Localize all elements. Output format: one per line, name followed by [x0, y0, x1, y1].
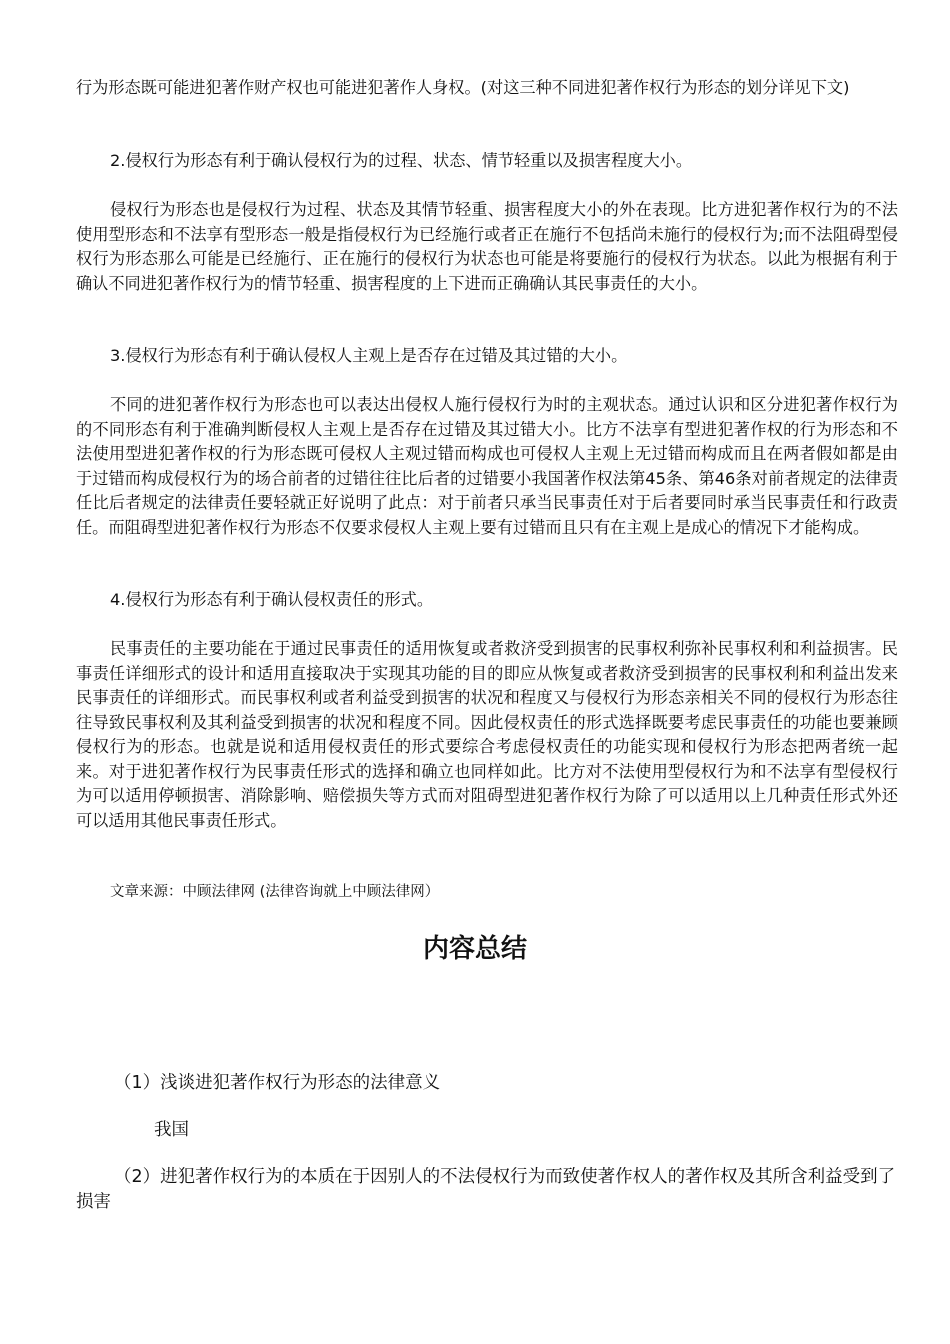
point-3-title: 3.侵权行为形态有利于确认侵权人主观上是否存在过错及其过错的大小。	[110, 346, 628, 365]
summary-heading: 内容总结	[422, 934, 527, 964]
point-4-body: 民事责任的主要功能在于通过民事责任的适用恢复或者救济受到损害的民事权利弥补民事权利和利益损害。民事责任详细形式的设计和适用直接取决于实现其功能的目的即应从恢复或者救济受到损害的民事权利和利益出发来民事责任的详细形式。而民事权利或者利益受到损害的状况和程度又与侵权行为形态亲相关不同的侵权行为形态往往导致民事权利及其利益受到损害的状况和程度不同。因此侵权责任的形式选择既要考虑民事责任的功能也要兼顾侵权行为的形态。也就是说和适用侵权责任的形式要综合考虑侵权责任的功能实现和侵权行为形态把两者统一起来。对于进犯著作权行为民事责任形式的选择和确立也同样如此。比方对不法使用型侵权行为和不法享有型侵权行为可以适用停顿损害、消除影响、赔偿损失等方式而对阻碍型进犯著作权行为除了可以适用以上几种责任形式外还可以适用其他民事责任形式。	[76, 639, 898, 830]
summary-item-2: （2）进犯著作权行为的本质在于因别人的不法侵权行为而致使著作权人的著作权及其所含利益受到了损害	[76, 1167, 896, 1212]
point-4-title: 4.侵权行为形态有利于确认侵权责任的形式。	[110, 590, 434, 609]
summary-item-1-sub: 我国	[154, 1120, 189, 1140]
article-source: 文章来源：中顾法律网 (法律咨询就上中顾法律网）	[110, 884, 440, 900]
intro-paragraph: 行为形态既可能进犯著作财产权也可能进犯著作人身权。(对这三种不同进犯著作权行为形态的划分详见下文)	[76, 78, 850, 97]
point-3-body: 不同的进犯著作权行为形态也可以表达出侵权人施行侵权行为时的主观状态。通过认识和区分进犯著作权行为的不同形态有利于准确判断侵权人主观上是否存在过错及其过错大小。比方不法享有型进犯著作权的行为形态和不法使用型进犯著作权的行为形态既可侵权人主观过错而构成也可侵权人主观上无过错而构成而且在两者假如都是由于过错而构成侵权行为的场合前者的过错往往比后者的过错要小我国著作权法第45条、第46条对前者规定的法律责任比后者规定的法律责任要轻就正好说明了此点：对于前者只承当民事责任对于后者要同时承当民事责任和行政责任。而阻碍型进犯著作权行为形态不仅要求侵权人主观上要有过错而且只有在主观上是成心的情况下才能构成。	[76, 395, 898, 537]
point-2-body: 侵权行为形态也是侵权行为过程、状态及其情节轻重、损害程度大小的外在表现。比方进犯著作权行为的不法使用型形态和不法享有型形态一般是指侵权行为已经施行或者正在施行不包括尚未施行的侵权行为;而不法阻碍型侵权行为形态那么可能是已经施行、正在施行的侵权行为状态也可能是将要施行的侵权行为状态。以此为根据有利于确认不同进犯著作权行为的情节轻重、损害程度的上下进而正确确认其民事责任的大小。	[76, 200, 898, 293]
point-2-title: 2.侵权行为形态有利于确认侵权行为的过程、状态、情节轻重以及损害程度大小。	[110, 151, 693, 170]
summary-item-1: （1）浅谈进犯著作权行为形态的法律意义	[114, 1073, 441, 1093]
